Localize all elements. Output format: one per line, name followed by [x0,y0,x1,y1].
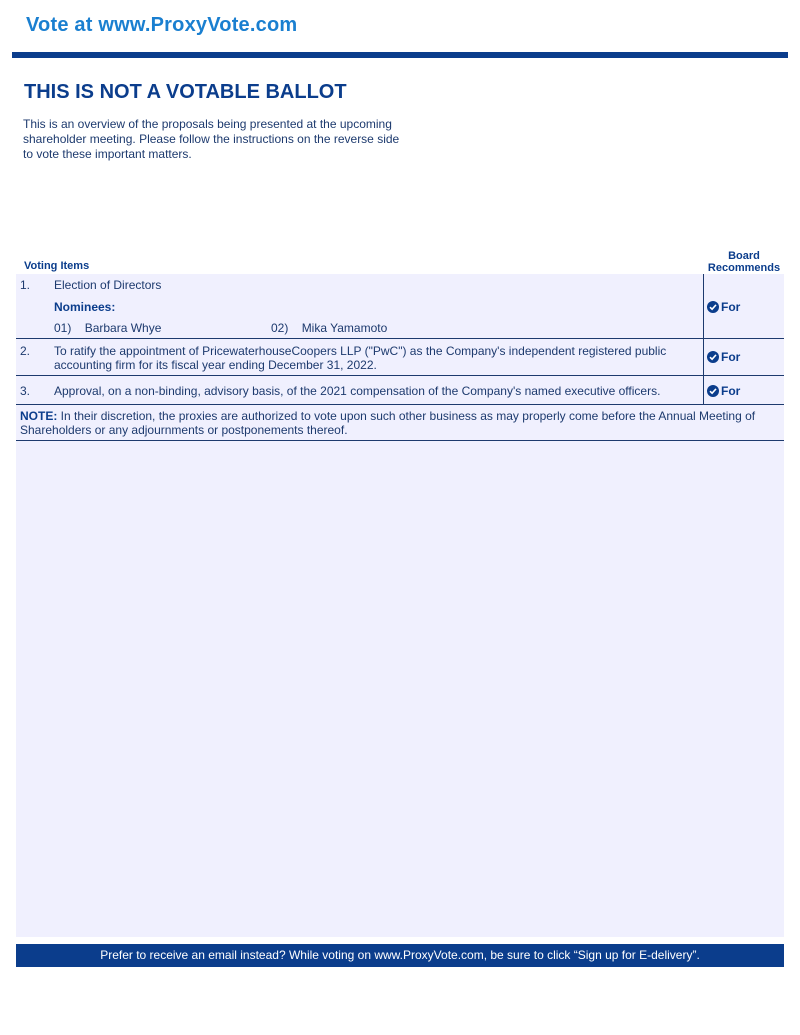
check-circle-icon [707,301,719,313]
nominee-2 [271,321,387,335]
item-number: 2. [20,344,31,358]
page-title: THIS IS NOT A VOTABLE BALLOT [24,81,347,103]
e-delivery-banner: Prefer to receive an email instead? While voting on www.ProxyVote.com, be sure to click “Sign up for E-delivery”. [16,944,784,967]
item-text: To ratify the appointment of PricewaterhouseCoopers LLP ("PwC") as the Company's independent registered public accounting firm for its fiscal year ending December 31, 2022. [54,344,667,372]
intro-text: This is an overview of the proposals being presented at the upcoming shareholder meeting. Please follow the instructions on the reverse side to vote these important matters. [23,117,400,161]
check-circle-icon [707,385,719,397]
proxyvote-link[interactable]: Vote at www.ProxyVote.com [26,14,298,36]
note-label: NOTE: [20,409,58,423]
voting-item-3 [16,384,784,400]
row-divider [16,338,784,339]
recommendation-1 [707,300,740,314]
nominee-number: 02) [271,321,289,335]
board-recommends-header [702,250,786,274]
recommendation-label: For [721,300,741,314]
header-divider [12,52,788,58]
recommendation-3 [707,384,740,398]
recommendation-label: For [721,384,741,398]
row-divider [16,375,784,376]
item-number: 1. [20,278,31,292]
nominee-number: 01) [54,321,72,335]
item-text: Approval, on a non-binding, advisory basis, of the 2021 compensation of the Company's named executive officers. [54,384,661,398]
row-divider [16,404,784,405]
voting-items-panel [16,274,784,937]
recommendation-2 [707,350,740,364]
voting-items-header: Voting Items [24,260,90,272]
row-divider [16,440,784,441]
note-body: In their discretion, the proxies are authorized to vote upon such other business as may properly come before the Annual Meeting of Shareholders or any adjournments or postponements thereof. [20,409,756,437]
board-recommends-line1: Board [728,250,760,262]
item-text: Election of Directors [54,278,162,292]
note-text [20,409,782,437]
recommendation-label: For [721,350,741,364]
nominee-name: Mika Yamamoto [301,321,388,335]
board-recommends-line2: Recommends [707,262,781,274]
nominees-label: Nominees: [54,300,116,314]
nominee-1 [54,321,161,335]
voting-item-2 [16,344,784,374]
item-number: 3. [20,384,31,398]
check-circle-icon [707,351,719,363]
nominee-name: Barbara Whye [84,321,162,335]
